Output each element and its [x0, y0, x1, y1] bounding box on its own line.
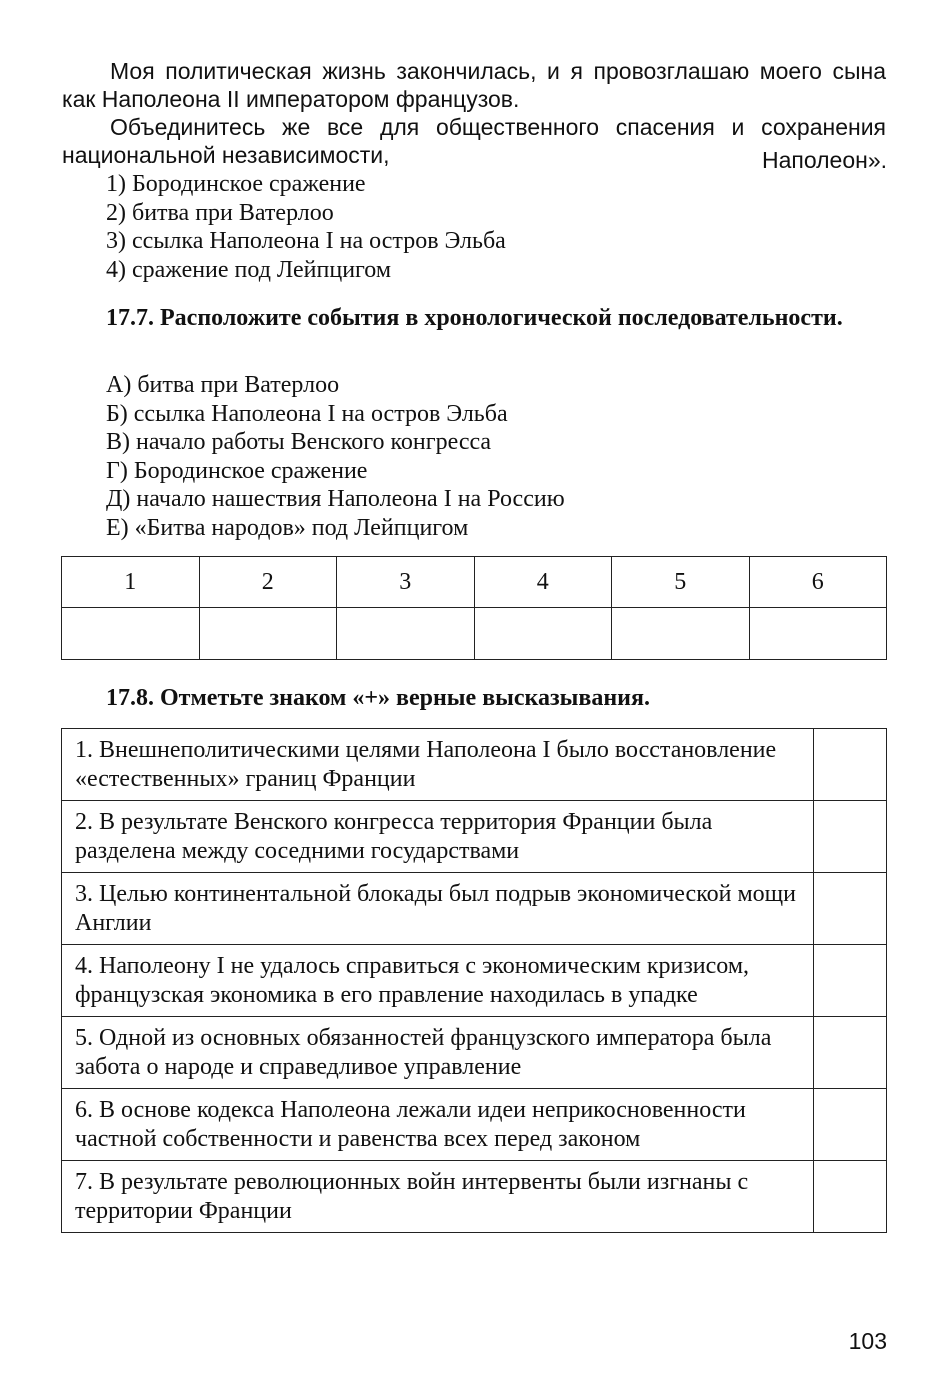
statement-row: [62, 1017, 887, 1089]
statement-mark-cell[interactable]: [814, 729, 887, 801]
task-17-7-events: [106, 371, 565, 542]
statement-text: 5. Одной из основных обязанностей французского императора была забота о народе и справедливое управление: [62, 1017, 814, 1089]
sequence-answer-cell[interactable]: [474, 608, 612, 660]
statement-text: 4. Наполеону I не удалось справиться с экономическим кризисом, французская экономика в его правление находилась в упадке: [62, 945, 814, 1017]
task-17-7-event: А) битва при Ватерлоо: [106, 372, 340, 398]
statement-text: 7. В результате революционных войн интервенты были изгнаны с территории Франции: [62, 1161, 814, 1233]
task-17-6-option: 4) сражение под Лейпцигом: [106, 256, 392, 283]
sequence-answer-cell[interactable]: [62, 608, 200, 660]
sequence-header-row: [62, 557, 887, 608]
statement-row: [62, 801, 887, 873]
sequence-column-header: 1: [62, 557, 200, 608]
page-number: 103: [848, 1328, 887, 1354]
sequence-answer-cell[interactable]: [749, 608, 887, 660]
statement-text: 6. В основе кодекса Наполеона лежали идеи неприкосновенности частной собственности и равенства всех перед законом: [62, 1089, 814, 1161]
sequence-answer-cell[interactable]: [199, 608, 337, 660]
statement-mark-cell[interactable]: [814, 1161, 887, 1233]
statement-mark-cell[interactable]: [814, 1017, 887, 1089]
sequence-column-header: 5: [612, 557, 750, 608]
sequence-column-header: 6: [749, 557, 887, 608]
task-17-7-event: В) начало работы Венского конгресса: [106, 429, 492, 455]
statement-row: [62, 945, 887, 1017]
statement-mark-cell[interactable]: [814, 873, 887, 945]
quote-signature: Наполеон».: [761, 147, 887, 173]
statement-text: 3. Целью континентальной блокады был подрыв экономической мощи Англии: [62, 873, 814, 945]
task-17-7-event: Е) «Битва народов» под Лейпцигом: [106, 514, 469, 541]
statement-mark-cell[interactable]: [814, 945, 887, 1017]
statement-row: [62, 1089, 887, 1161]
sequence-column-header: 3: [337, 557, 475, 608]
sequence-column-header: 4: [474, 557, 612, 608]
task-17-7-event: Б) ссылка Наполеона I на остров Эльба: [106, 400, 508, 427]
sequence-answer-cell[interactable]: [612, 608, 750, 660]
task-17-6-option: 3) ссылка Наполеона I на остров Эльба: [106, 228, 506, 254]
statement-row: [62, 873, 887, 945]
statement-text: 1. Внешнеполитическими целями Наполеона I было восстановление «естественных» границ Франции: [62, 729, 814, 801]
sequence-answer-row: [62, 608, 887, 660]
task-17-6-option: 2) битва при Ватерлоо: [106, 199, 334, 226]
task-17-7-event: Д) начало нашествия Наполеона I на Россию: [106, 486, 565, 512]
quote-paragraph-2: Объединитесь же все для общественного спасения и сохранения национальной независимости,: [62, 114, 886, 168]
statement-row: [62, 729, 887, 801]
task-17-6-options: [106, 170, 506, 284]
statement-text: 2. В результате Венского конгресса территория Франции была разделена между соседними государствами: [62, 801, 814, 873]
statement-row: [62, 1161, 887, 1233]
sequence-answer-table: [61, 556, 887, 660]
sequence-column-header: 2: [199, 557, 337, 608]
task-17-6-option: 1) Бородинское сражение: [106, 171, 366, 197]
statement-mark-cell[interactable]: [814, 1089, 887, 1161]
quote-paragraph-1: Моя политическая жизнь закончилась, и я провозглашаю моего сына как Наполеона II императором французов.: [62, 58, 886, 112]
statements-table: [61, 728, 887, 1233]
task-17-7-event: Г) Бородинское сражение: [106, 457, 368, 484]
sequence-answer-cell[interactable]: [337, 608, 475, 660]
task-17-8-title: 17.8. Отметьте знаком «+» верные высказывания.: [106, 685, 650, 711]
statement-mark-cell[interactable]: [814, 801, 887, 873]
task-17-7-title: 17.7. Расположите события в хронологической последовательности.: [106, 305, 843, 331]
